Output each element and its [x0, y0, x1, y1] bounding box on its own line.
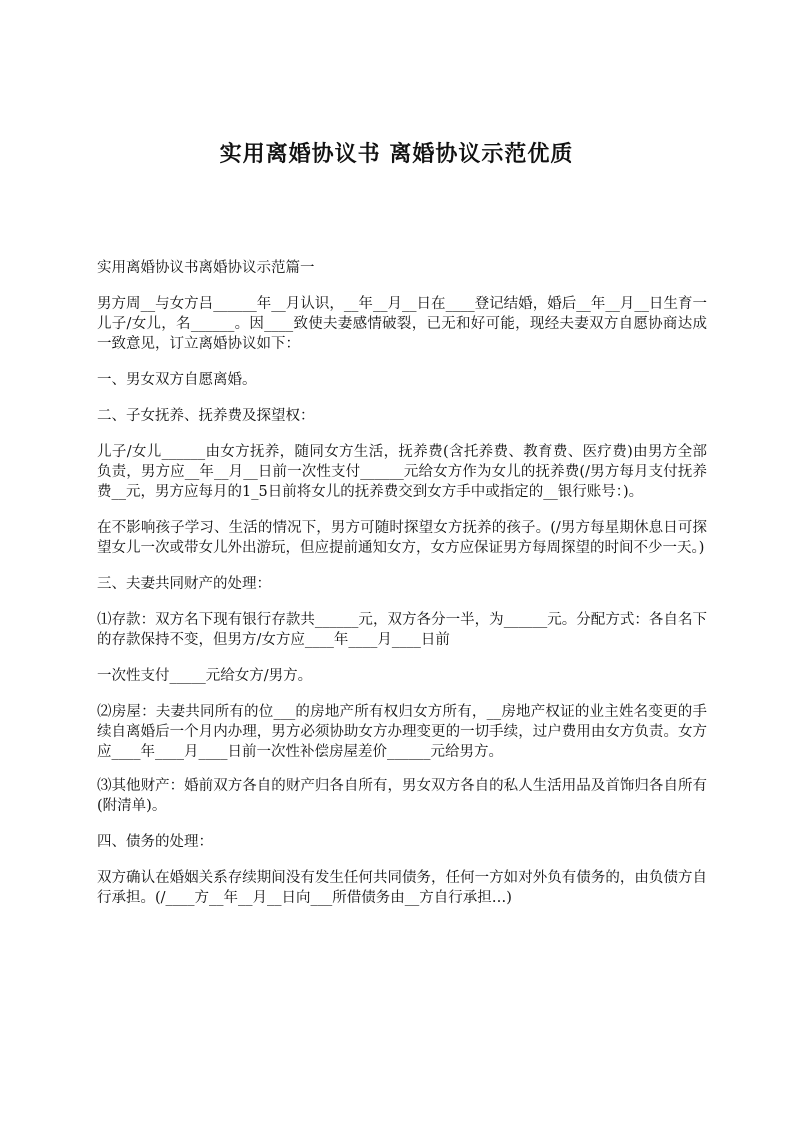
- clause-1: 一、男女双方自愿离婚。: [97, 372, 257, 388]
- intro-paragraph: 男方周__与女方吕______年__月认识，__年__月__日在____登记结婚，婚后__年__月__日生育一儿子/女儿，名______。因____致使夫妻感情破裂，已无和好可能，现经夫妻双方自愿协商达成一致意见，订立离婚协议如下：: [97, 296, 707, 352]
- visitation-paragraph: 在不影响孩子学习、生活的情况下，男方可随时探望女方抚养的孩子。(/男方每星期休息日可探望女儿一次或带女儿外出游玩，但应提前通知女方，女方应保证男方每周探望的时间不少一天。): [97, 520, 707, 556]
- document-title: 实用离婚协议书 离婚协议示范优质: [219, 142, 574, 167]
- other-property-paragraph: ⑶其他财产：婚前双方各自的财产归各自所有，男女双方各自的私人生活用品及首饰归各自所有(附清单)。: [97, 778, 707, 814]
- clause-4-heading: 四、债务的处理：: [97, 834, 213, 850]
- house-paragraph: ⑵房屋：夫妻共同所有的位___的房地产所有权归女方所有，__房地产权证的业主姓名变更的手续自离婚后一个月内办理，男方必须协助女方办理变更的一切手续，过户费用由女方负责。女方应____年____月____日前一次性补偿房屋差价______元给男方。: [97, 704, 707, 760]
- document-body: [97, 258, 707, 924]
- child-custody-paragraph: 儿子/女儿______由女方抚养，随同女方生活，抚养费(含托养费、教育费、医疗费)由男方全部负责，男方应__年__月__日前一次性支付______元给女方作为女儿的抚养费(/男方每月支付抚养费__元，男方应每月的1_5日前将女儿的抚养费交到女方手中或指定的__银行账号：)。: [97, 444, 707, 500]
- deposit-paragraph: ⑴存款：双方名下现有银行存款共______元，双方各分一半，为______元。分配方式：各自名下的存款保持不变，但男方/女方应____年____月____日前: [97, 612, 707, 648]
- section-heading: 实用离婚协议书离婚协议示范篇一: [97, 260, 315, 276]
- clause-2-heading: 二、子女抚养、抚养费及探望权：: [97, 408, 315, 424]
- clause-3-heading: 三、夫妻共同财产的处理：: [97, 576, 271, 592]
- debt-paragraph: 双方确认在婚姻关系存续期间没有发生任何共同债务，任何一方如对外负有债务的，由负债方自行承担。(/____方__年__月__日向___所借债务由__方自行承担…): [97, 870, 707, 906]
- deposit-payment-paragraph: 一次性支付_____元给女方/男方。: [97, 668, 313, 684]
